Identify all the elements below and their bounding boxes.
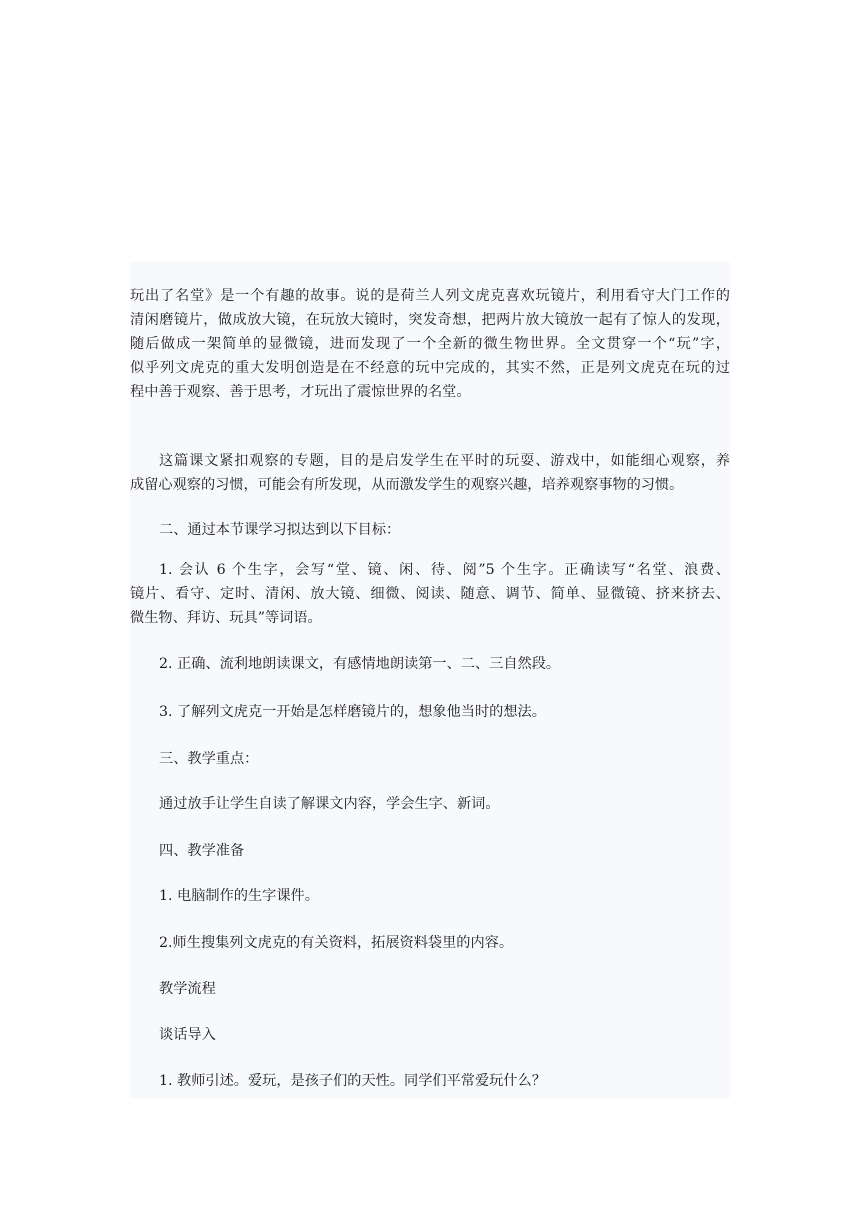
text-line: 程中善于观察、善于思考，才玩出了震惊世界的名堂。	[130, 384, 471, 400]
text-line: 2. 正确、流利地朗读课文，有感情地朗读第一、二、三自然段。	[159, 656, 561, 672]
flow-heading	[130, 977, 730, 1001]
goals-heading	[130, 518, 730, 542]
text-line: 三、教学重点：	[159, 751, 259, 767]
text-line: 谈话导入	[159, 1027, 216, 1043]
intro-heading	[130, 1023, 730, 1047]
goal-1	[130, 558, 730, 630]
goal-2	[130, 652, 730, 676]
text-line: 四、教学准备	[159, 843, 245, 859]
prep-1	[130, 884, 730, 908]
text-line: 二、通过本节课学习拟达到以下目标：	[159, 522, 401, 538]
paragraph-observation-theme	[130, 449, 730, 497]
document-content	[130, 262, 730, 1098]
text-line: 2.师生搜集列文虎克的有关资料，拓展资料袋里的内容。	[159, 935, 514, 951]
text-line: 清闲磨镜片，做成放大镜，在玩放大镜时，突发奇想，把两片放大镜放一起有了惊人的发现，	[130, 312, 730, 328]
text-line: 通过放手让学生自读了解课文内容，学会生字、新词。	[159, 796, 500, 812]
text-line: 随后做成一架简单的显微镜，进而发现了一个全新的微生物世界。全文贯穿一个“玩”字，	[130, 336, 730, 352]
flow-1	[130, 1069, 730, 1093]
text-line: 玩出了名堂》是一个有趣的故事。说的是荷兰人列文虎克喜欢玩镜片，利用看守大门工作的	[130, 288, 730, 304]
text-line: 镜片、看守、定时、清闲、放大镜、细微、阅读、随意、调节、简单、显微镜、挤来挤去、	[130, 586, 730, 602]
goal-3	[130, 700, 730, 724]
preparation-heading	[130, 839, 730, 863]
text-line: 这篇课文紧扣观察的专题，目的是启发学生在平时的玩耍、游戏中，如能细心观察，养	[159, 453, 730, 469]
paragraph-intro-summary	[130, 284, 730, 404]
text-line: 微生物、拜访、玩具”等词语。	[130, 610, 322, 626]
text-line: 1. 电脑制作的生字课件。	[159, 888, 319, 904]
text-line: 似乎列文虎克的重大发明创造是在不经意的玩中完成的，其实不然，正是列文虎克在玩的过	[130, 360, 730, 376]
text-line: 3. 了解列文虎克一开始是怎样磨镜片的，想象他当时的想法。	[159, 704, 546, 720]
key-points-heading	[130, 747, 730, 771]
text-line: 教学流程	[159, 981, 216, 997]
key-points-text	[130, 792, 730, 816]
text-line: 1. 教师引述。爱玩，是孩子们的天性。同学们平常爱玩什么？	[159, 1073, 546, 1089]
text-line: 1. 会认 6 个生字，会写“堂、镜、闲、待、阅”5 个生字。正确读写“名堂、浪费、	[159, 562, 730, 578]
text-line: 成留心观察的习惯，可能会有所发现，从而激发学生的观察兴趣，培养观察事物的习惯。	[130, 477, 684, 493]
prep-2	[130, 931, 730, 955]
